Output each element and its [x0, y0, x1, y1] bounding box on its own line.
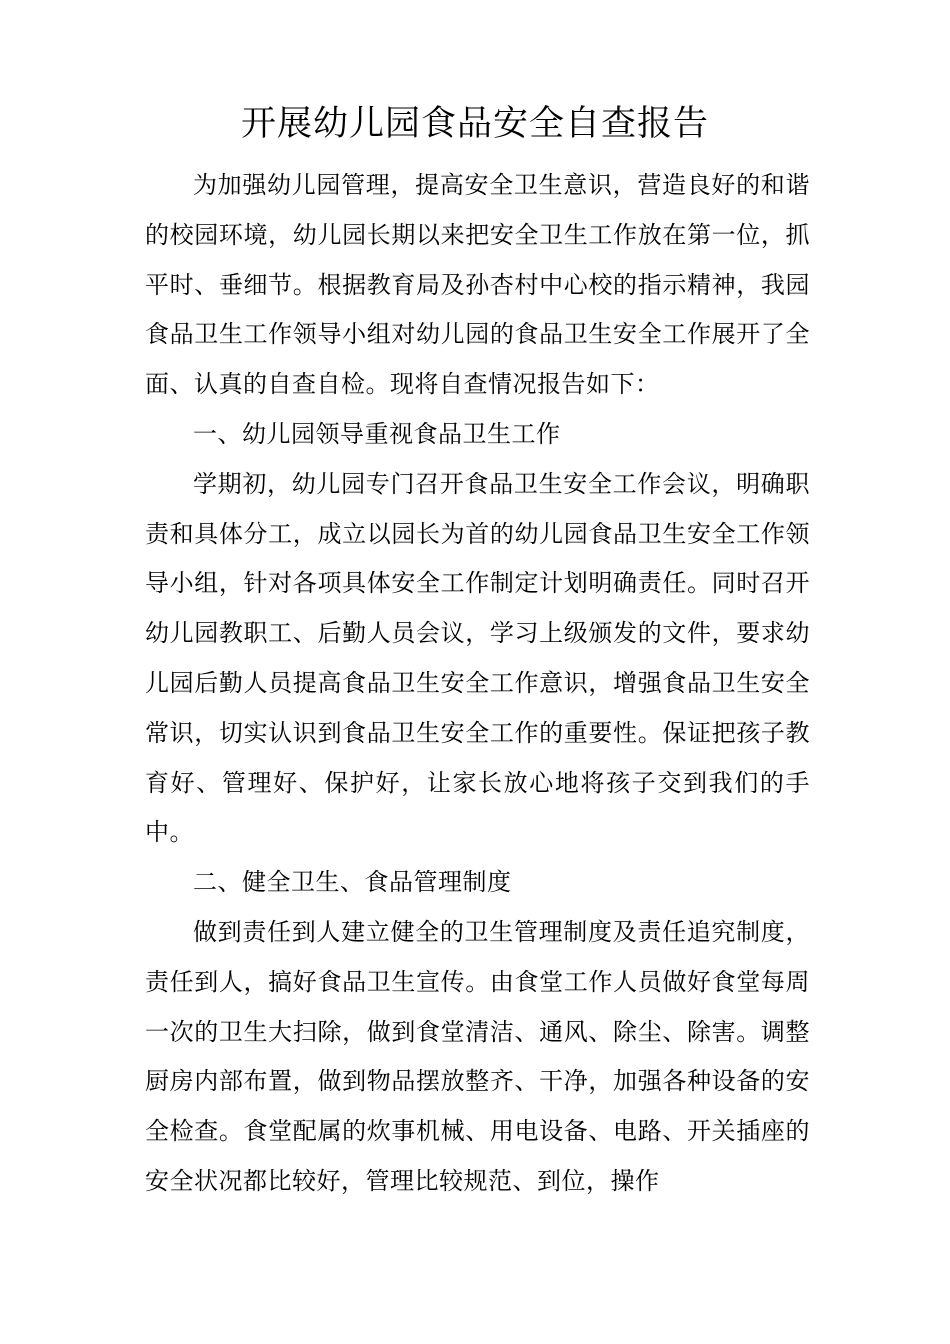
section-heading-1: 一、幼儿园领导重视食品卫生工作	[193, 419, 561, 448]
paragraph-section-2: 做到责任到人建立健全的卫生管理制度及责任追究制度，责任到人，搞好食品卫生宣传。由食堂工作人员做好食堂每周一次的卫生大扫除，做到食堂清洁、通风、除尘、除害。调整厨房内部布置，做到物品摆放整齐、干净，加强各种设备的安全检查。食堂配属的炊事机械、用电设备、电路、开关插座的安全状况都比较好，管理比较规范、到位，操作	[145, 917, 810, 1195]
paragraph-intro: 为加强幼儿园管理，提高安全卫生意识，营造良好的和谐的校园环境，幼儿园长期以来把安全卫生工作放在第一位，抓平时、垂细节。根据教育局及孙杏村中心校的指示精神，我园食品卫生工作领导小组对幼儿园的食品卫生安全工作展开了全面、认真的自查自检。现将自查情况报告如下：	[145, 171, 810, 399]
section-heading-2: 二、健全卫生、食品管理制度	[193, 868, 512, 897]
document-body	[145, 161, 810, 1207]
paragraph-section-1: 学期初，幼儿园专门召开食品卫生安全工作会议，明确职责和具体分工，成立以园长为首的幼儿园食品卫生安全工作领导小组，针对各项具体安全工作制定计划明确责任。同时召开幼儿园教职工、后勤人员会议，学习上级颁发的文件，要求幼儿园后勤人员提高食品卫生安全工作意识，增强食品卫生安全常识，切实认识到食品卫生安全工作的重要性。保证把孩子教育好、管理好、保护好，让家长放心地将孩子交到我们的手中。	[145, 469, 810, 847]
document-title: 开展幼儿园食品安全自查报告	[240, 104, 709, 144]
